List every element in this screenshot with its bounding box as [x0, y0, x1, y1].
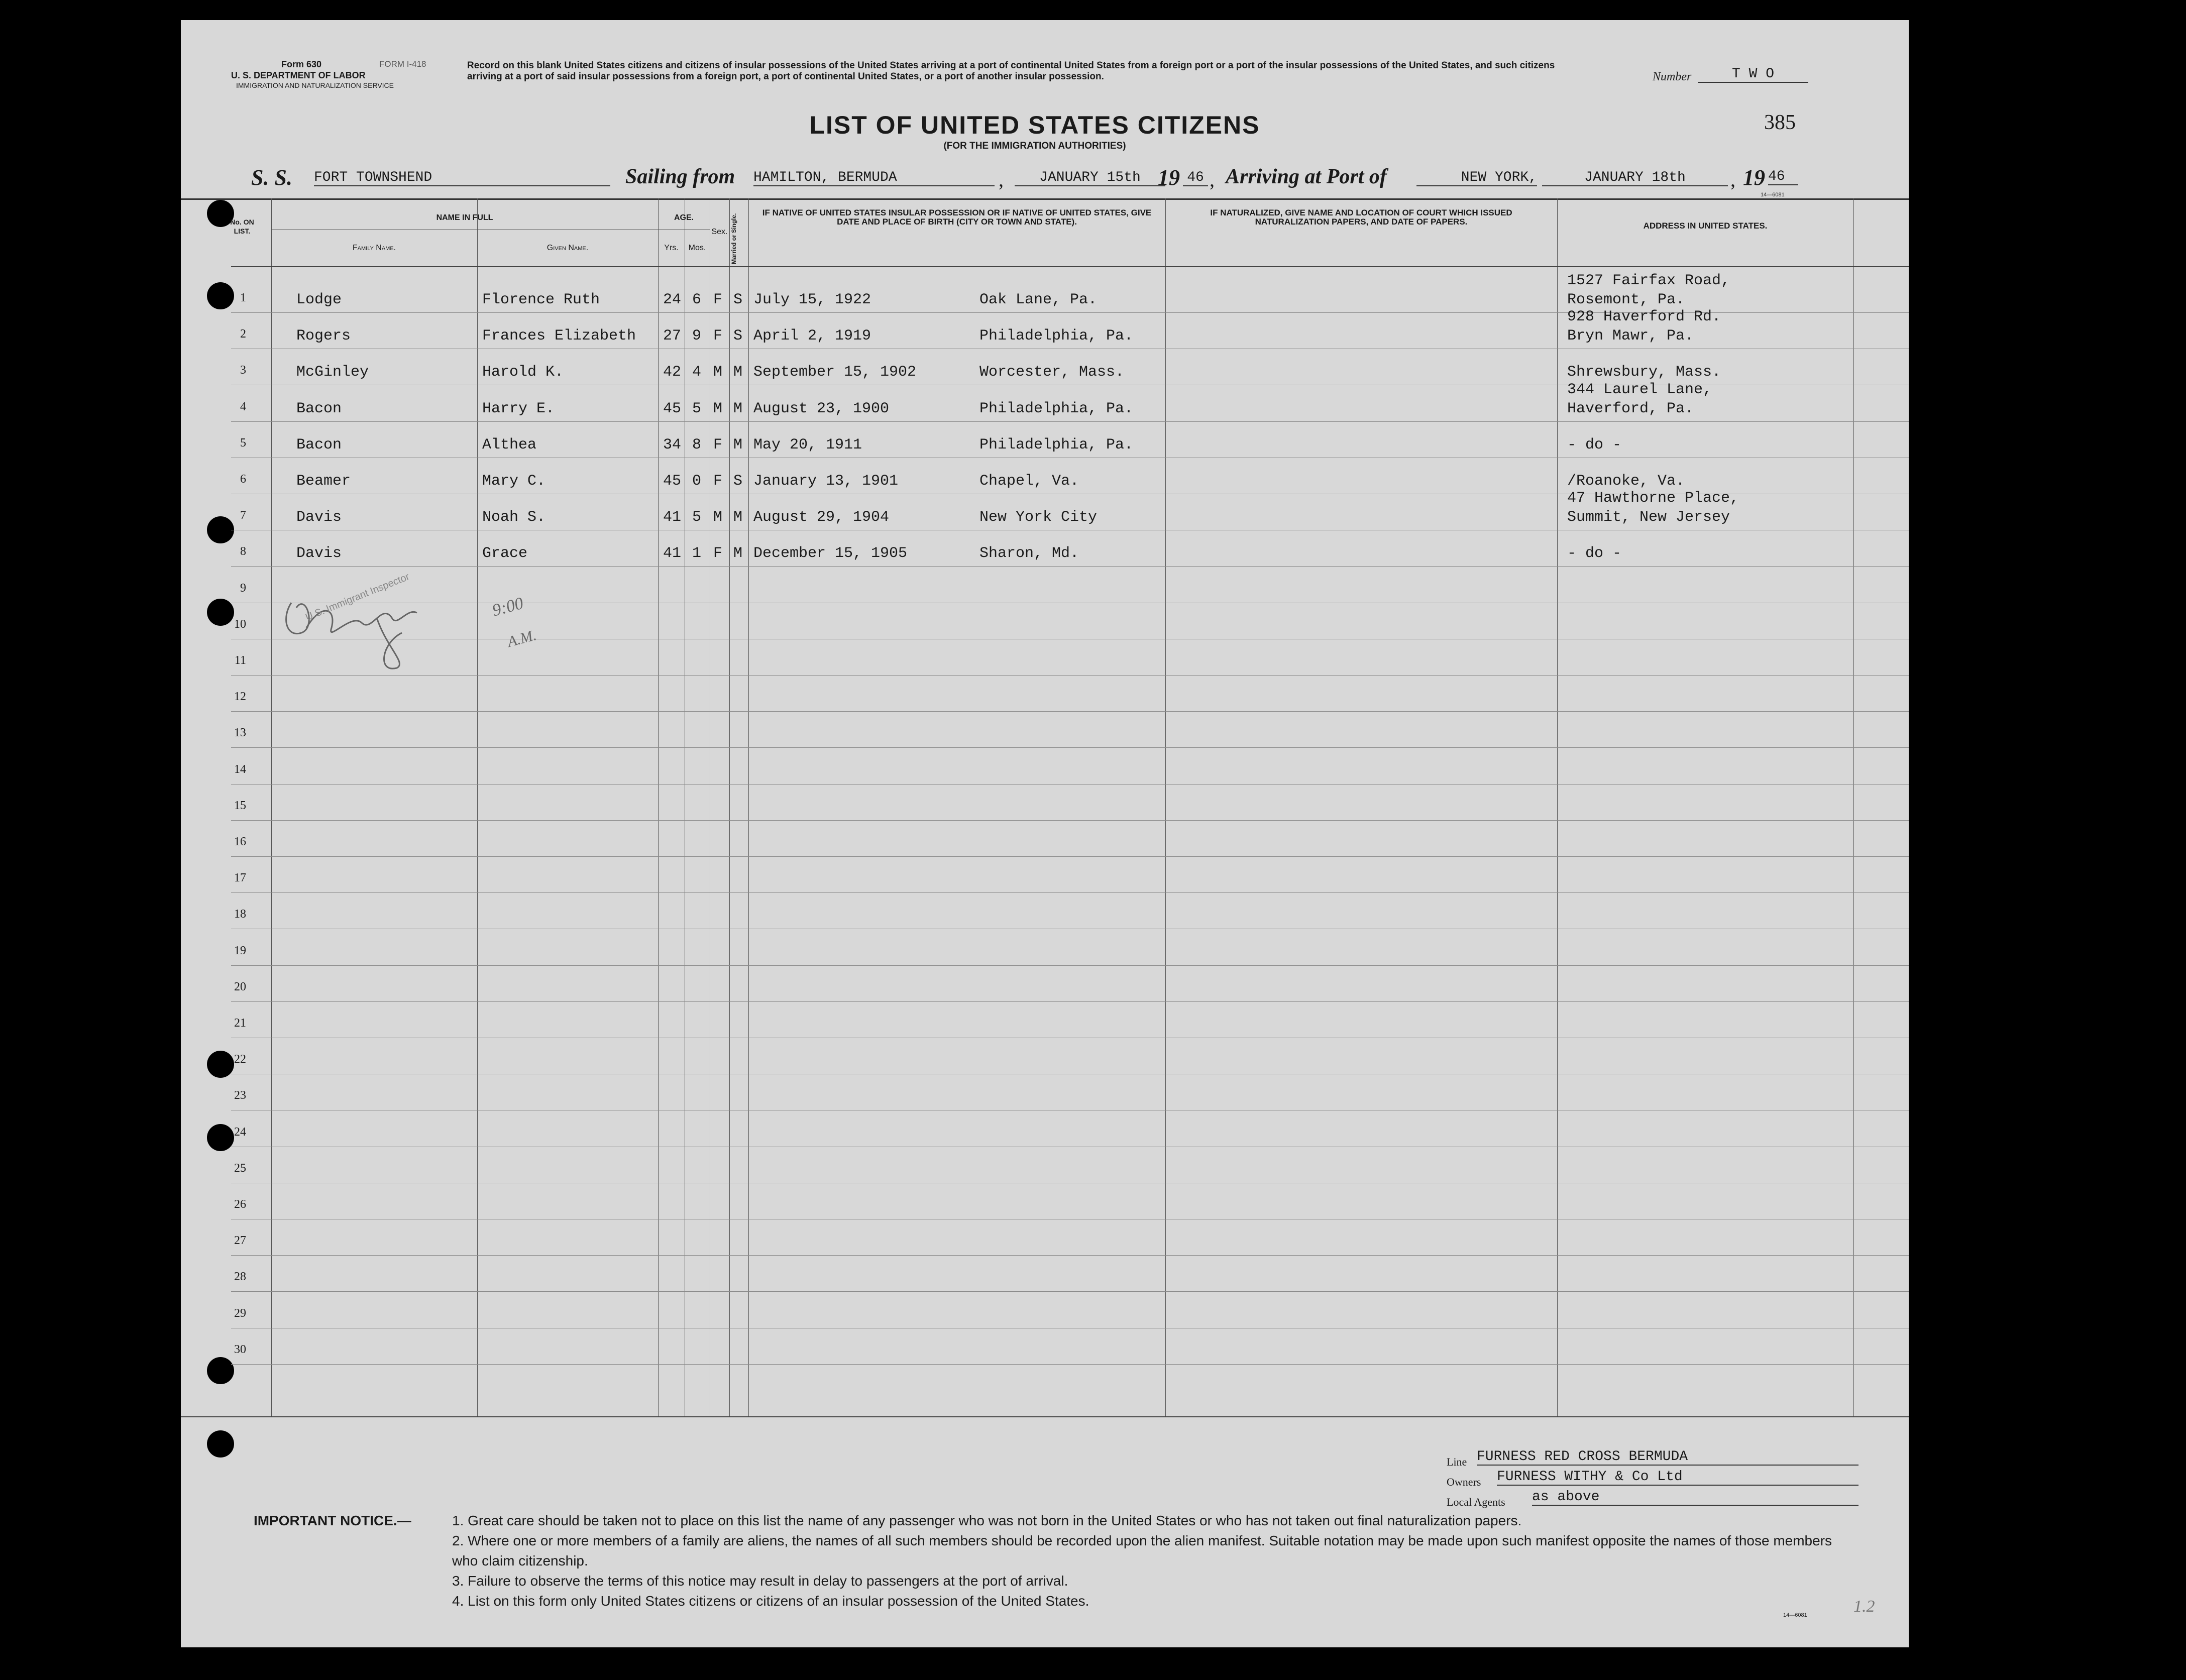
cell-family: Bacon — [296, 400, 342, 417]
col-header-sex: Sex. — [711, 228, 728, 236]
cell-birth-date: January 13, 1901 — [753, 473, 899, 490]
cell-birth-date: August 29, 1904 — [753, 509, 890, 526]
cell-sex: F — [713, 473, 723, 490]
cell-given: Harold K. — [482, 364, 564, 381]
year-prefix: 19 — [1158, 165, 1180, 190]
cell-given: Althea — [482, 436, 537, 454]
comma: , — [1210, 168, 1215, 191]
cell-yrs: 42 — [663, 364, 682, 381]
table-row — [231, 1292, 1909, 1328]
arriving-port: NEW YORK, — [1416, 170, 1537, 186]
table-row — [231, 1074, 1909, 1110]
cell-birth-date: December 15, 1905 — [753, 545, 908, 563]
agents-value: as above — [1532, 1489, 1859, 1506]
row-number: 10 — [234, 617, 246, 631]
manifest-sheet — [181, 20, 1909, 1647]
table-row — [231, 892, 1909, 929]
cell-yrs: 45 — [663, 473, 682, 490]
row-number: 23 — [234, 1089, 246, 1102]
table-row — [231, 1219, 1909, 1256]
notice-2: 2. Where one or more members of a family are aliens, the names of all such members should be recorded upon the alien manifest. Suitable notation may be made upon such manifest opposite the names of those members who claim citizenship. — [452, 1533, 1832, 1569]
cell-birth-place: Worcester, Mass. — [979, 364, 1125, 381]
row-number: 7 — [240, 509, 246, 522]
cell-given: Mary C. — [482, 473, 546, 490]
cell-ms: M — [733, 364, 743, 381]
notice-4: 4. List on this form only United States citizens or citizens of an insular possession of the United States. — [452, 1593, 1089, 1609]
stamp-time: 9:00 — [490, 594, 525, 620]
cell-sex: F — [713, 291, 723, 308]
cell-addr2: Haverford, Pa. — [1567, 400, 1694, 417]
cell-birth-place: New York City — [979, 509, 1098, 526]
number-value: T W O — [1698, 66, 1808, 83]
number-label: Number — [1653, 70, 1692, 83]
cell-birth-place: Philadelphia, Pa. — [979, 400, 1134, 417]
cell-addr2: Shrewsbury, Mass. — [1567, 364, 1721, 381]
col-header-address: ADDRESS IN UNITED STATES. — [1643, 221, 1768, 231]
row-number: 28 — [234, 1270, 246, 1284]
row-number: 13 — [234, 726, 246, 740]
col-header-given: Given Name. — [546, 244, 589, 252]
cell-addr2: /Roanoke, Va. — [1567, 473, 1685, 490]
cell-ms: S — [733, 473, 743, 490]
cell-birth-date: September 15, 1902 — [753, 364, 917, 381]
cell-addr2: Rosemont, Pa. — [1567, 291, 1685, 308]
cell-family: Lodge — [296, 291, 342, 308]
cell-addr2: - do - — [1567, 436, 1622, 454]
table-row — [231, 421, 1909, 458]
row-number: 24 — [234, 1125, 246, 1139]
cell-yrs: 45 — [663, 400, 682, 417]
table-row — [231, 458, 1909, 494]
notice-title: IMPORTANT NOTICE.— — [254, 1513, 411, 1528]
corner-mark: 1.2 — [1853, 1597, 1875, 1616]
table-row — [231, 1001, 1909, 1038]
row-number: 30 — [234, 1342, 246, 1356]
cell-family: Bacon — [296, 436, 342, 454]
row-number: 20 — [234, 980, 246, 993]
row-number: 27 — [234, 1234, 246, 1248]
notice-1: 1. Great care should be taken not to place on this list the name of any passenger who was not born in the United States or who has not taken out final naturalization papers. — [452, 1513, 1522, 1528]
table-row — [231, 1038, 1909, 1074]
cell-given: Noah S. — [482, 509, 546, 526]
row-number: 18 — [234, 908, 246, 921]
table-row — [231, 711, 1909, 748]
cell-mos: 5 — [692, 509, 702, 526]
row-number: 17 — [234, 871, 246, 885]
col-header-naturalized: IF NATURALIZED, GIVE NAME AND LOCATION OF COURT WHICH ISSUED NATURALIZATION PAPERS, AND DATE OF PAPERS. — [1210, 208, 1512, 227]
table-top-rule — [181, 198, 1909, 200]
row-number: 22 — [234, 1053, 246, 1066]
cell-yrs: 24 — [663, 291, 682, 308]
cell-ms: M — [733, 436, 743, 454]
comma: , — [1730, 168, 1735, 191]
cell-mos: 0 — [692, 473, 702, 490]
table-row — [231, 820, 1909, 857]
line-value: FURNESS RED CROSS BERMUDA — [1477, 1449, 1859, 1466]
row-number: 3 — [240, 364, 246, 377]
arriving-year: 46 — [1768, 169, 1798, 185]
row-number: 12 — [234, 690, 246, 704]
row-number: 29 — [234, 1306, 246, 1320]
cell-addr2: - do - — [1567, 545, 1622, 563]
cell-mos: 4 — [692, 364, 702, 381]
ss-label: S. S. — [251, 165, 292, 190]
row-number: 5 — [240, 436, 246, 450]
cell-mos: 8 — [692, 436, 702, 454]
row-number: 16 — [234, 835, 246, 848]
table-row — [231, 1183, 1909, 1219]
row-number: 2 — [240, 327, 246, 341]
row-number: 6 — [240, 473, 246, 486]
cell-addr1: 1527 Fairfax Road, — [1567, 272, 1730, 289]
cell-mos: 5 — [692, 400, 702, 417]
cell-given: Florence Ruth — [482, 291, 600, 308]
form-i-number: FORM I-418 — [379, 59, 426, 69]
cell-birth-place: Chapel, Va. — [979, 473, 1079, 490]
cell-sex: M — [713, 364, 723, 381]
cell-addr2: Bryn Mawr, Pa. — [1567, 327, 1694, 345]
row-number: 8 — [240, 545, 246, 558]
table-row — [231, 349, 1909, 385]
page-title: LIST OF UNITED STATES CITIZENS — [809, 111, 1260, 139]
table-bottom-rule — [181, 1416, 1909, 1417]
row-number: 26 — [234, 1198, 246, 1211]
service: IMMIGRATION AND NATURALIZATION SERVICE — [236, 81, 394, 89]
col-header-birth: IF NATIVE OF UNITED STATES INSULAR POSSESSION OR IF NATIVE OF UNITED STATES, GIVE DATE AND PLACE OF BIRTH (CITY OR TOWN AND STATE). — [762, 208, 1152, 227]
signature-mark — [276, 573, 437, 673]
owners-value: FURNESS WITHY & Co Ltd — [1497, 1469, 1859, 1486]
cell-ms: M — [733, 400, 743, 417]
table-row — [231, 784, 1909, 821]
cell-mos: 9 — [692, 327, 702, 345]
sailing-year: 46 — [1183, 170, 1208, 186]
inspector-stamp — [276, 573, 437, 673]
col-header-married: Married or Single. — [730, 213, 737, 264]
cell-addr2: Summit, New Jersey — [1567, 509, 1730, 526]
row-number: 9 — [240, 581, 246, 595]
table-row — [231, 639, 1909, 676]
table-row — [231, 530, 1909, 567]
cell-sex: M — [713, 509, 723, 526]
cell-ms: M — [733, 509, 743, 526]
cell-ms: S — [733, 291, 743, 308]
col-header-no: No. ON LIST. — [230, 218, 254, 235]
table-row — [231, 381, 1909, 422]
col-header-family: Family Name. — [352, 244, 396, 252]
table-row — [231, 603, 1909, 639]
small-print-bottom: 14—6081 — [1783, 1612, 1807, 1618]
agents-label: Local Agents — [1447, 1496, 1505, 1508]
row-number: 11 — [234, 654, 246, 667]
cell-family: Davis — [296, 545, 342, 563]
cell-ms: S — [733, 327, 743, 345]
cell-yrs: 41 — [663, 509, 682, 526]
row-number: 4 — [240, 400, 246, 413]
cell-birth-date: July 15, 1922 — [753, 291, 871, 308]
form-instructions: Record on this blank United States citizens and citizens of insular possessions of the United States arriving at a port of continental United States from a foreign port or a port of the insular possessions of the United States, and such citizens arriving at a port of said insular possessions from a foreign port, a port of continental United States, or a port of another insular possession. — [467, 60, 1555, 82]
form-number: Form 630 — [281, 59, 322, 69]
cell-sex: F — [713, 545, 723, 563]
year-prefix-2: 19 — [1743, 165, 1765, 190]
stamp-title: U.S. Immigrant Inspector — [304, 571, 411, 623]
arriving-date: JANUARY 18th — [1542, 170, 1728, 186]
page-subtitle: (FOR THE IMMIGRATION AUTHORITIES) — [943, 141, 1126, 151]
cell-birth-place: Sharon, Md. — [979, 545, 1079, 563]
row-number: 1 — [240, 291, 246, 304]
table-row — [231, 567, 1909, 603]
stamp-ampm: A.M. — [505, 627, 538, 651]
passenger-table — [181, 198, 1909, 1444]
row-number: 14 — [234, 762, 246, 776]
table-row — [231, 490, 1909, 530]
cell-birth-date: May 20, 1911 — [753, 436, 862, 454]
table-row — [231, 965, 1909, 1002]
cell-family: Rogers — [296, 327, 351, 345]
table-row — [231, 675, 1909, 712]
table-row — [231, 748, 1909, 785]
col-header-name: NAME IN FULL — [436, 213, 493, 222]
page-number: 385 — [1764, 111, 1796, 134]
cell-addr1: 344 Laurel Lane, — [1567, 381, 1712, 398]
cell-sex: F — [713, 436, 723, 454]
small-print: 14—6081 — [1761, 192, 1785, 198]
cell-birth-place: Philadelphia, Pa. — [979, 436, 1134, 454]
table-row — [231, 1110, 1909, 1147]
table-row — [231, 1255, 1909, 1292]
sailing-from: HAMILTON, BERMUDA — [753, 170, 995, 186]
table-row — [231, 308, 1909, 349]
cell-yrs: 34 — [663, 436, 682, 454]
cell-family: Beamer — [296, 473, 351, 490]
cell-sex: F — [713, 327, 723, 345]
cell-birth-place: Philadelphia, Pa. — [979, 327, 1134, 345]
table-row — [231, 856, 1909, 893]
sailing-date: JANUARY 15th — [1015, 170, 1165, 186]
row-number: 25 — [234, 1161, 246, 1175]
cell-addr1: 47 Hawthorne Place, — [1567, 490, 1739, 507]
cell-family: McGinley — [296, 364, 369, 381]
table-row — [231, 929, 1909, 966]
department: U. S. DEPARTMENT OF LABOR — [231, 70, 366, 80]
cell-sex: M — [713, 400, 723, 417]
sailing-label: Sailing from — [625, 165, 735, 188]
row-number: 21 — [234, 1017, 246, 1030]
row-number: 19 — [234, 944, 246, 957]
cell-birth-place: Oak Lane, Pa. — [979, 291, 1098, 308]
col-header-yrs: Yrs. — [664, 244, 679, 252]
col-header-mos: Mos. — [688, 244, 706, 252]
line-label: Line — [1447, 1455, 1467, 1468]
cell-yrs: 27 — [663, 327, 682, 345]
cell-mos: 6 — [692, 291, 702, 308]
cell-given: Harry E. — [482, 400, 555, 417]
cell-ms: M — [733, 545, 743, 563]
cell-birth-date: August 23, 1900 — [753, 400, 890, 417]
cell-addr1: 928 Haverford Rd. — [1567, 308, 1721, 326]
owners-label: Owners — [1447, 1476, 1481, 1488]
cell-family: Davis — [296, 509, 342, 526]
header-bottom-rule — [231, 266, 1909, 267]
table-row — [231, 1328, 1909, 1365]
table-row — [231, 272, 1909, 313]
cell-yrs: 41 — [663, 545, 682, 563]
cell-birth-date: April 2, 1919 — [753, 327, 871, 345]
notice-3: 3. Failure to observe the terms of this notice may result in delay to passengers at the port of arrival. — [452, 1573, 1068, 1589]
comma: , — [999, 168, 1004, 191]
cell-mos: 1 — [692, 545, 702, 563]
row-number: 15 — [234, 799, 246, 812]
arriving-label: Arriving at Port of — [1226, 165, 1387, 188]
cell-given: Grace — [482, 545, 528, 563]
col-header-age: AGE. — [674, 213, 694, 222]
cell-given: Frances Elizabeth — [482, 327, 636, 345]
ship-name: FORT TOWNSHEND — [314, 170, 610, 186]
table-row — [231, 1147, 1909, 1183]
